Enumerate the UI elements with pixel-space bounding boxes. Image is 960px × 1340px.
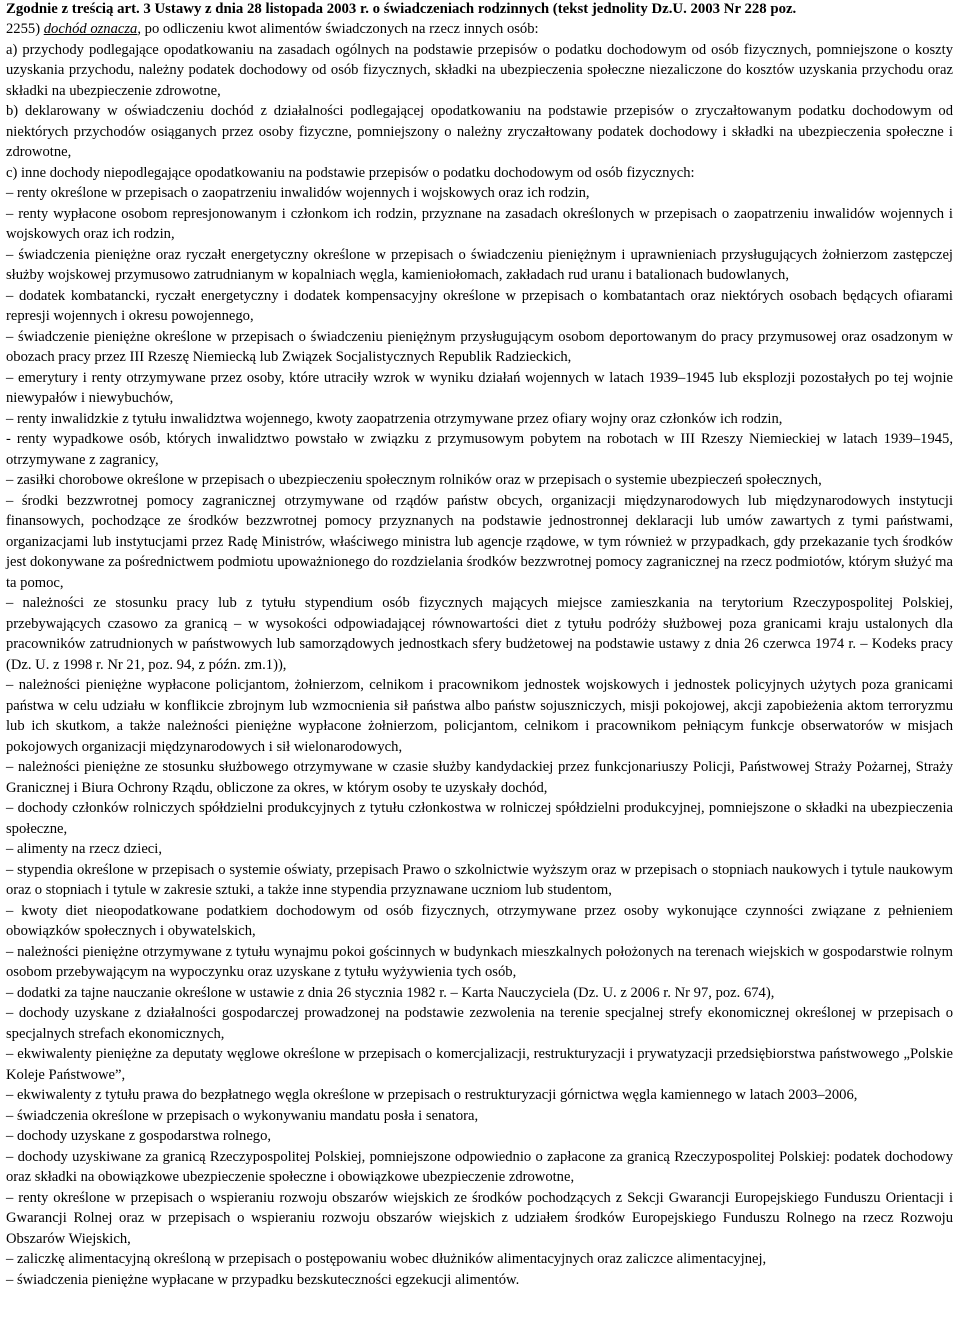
paragraph: – zasiłki chorobowe określone w przepisach o ubezpieczeniu społecznym rolników oraz w przepisach o systemie ubezpieczeń społecznych, — [6, 472, 822, 488]
paragraph: - renty wypadkowe osób, których inwalidztwo powstało w związku z przymusowym pobytem na robotach w III Rzeszy Niemieckiej w latach 1939–1945, otrzymywane z zagranicy, — [6, 431, 953, 468]
intro-prefix: 2255) — [6, 21, 41, 37]
paragraph: – ekwiwalenty z tytułu prawa do bezpłatnego węgla określone w przepisach o restrukturyzacji górnictwa węgla kamiennego w latach 2003–2006, — [6, 1087, 858, 1103]
paragraph: – środki bezzwrotnej pomocy zagranicznej otrzymywane od rządów państw obcych, organizacji międzynarodowych lub międzynarodowych instytucji finansowych, pochodzące ze środków bezzwrotnej pomocy przyznanych na podstawie jednostronnej deklaracji lub umów zawartych z tymi państwami, organizacjami lub instytucjami przez Radę Ministrów, właściwego ministra lub agencje rządowe, w tym również w przypadkach, gdy przekazanie tych środków jest dokonywane za pośrednictwem podmiotu upoważnionego do rozdzielania środków bezzwrotnej pomocy zagranicznej na rzecz podmiotów, którym służyć ma ta pomoc, — [6, 492, 953, 591]
paragraph: – renty określone w przepisach o wspieraniu rozwoju obszarów wiejskich ze środków pochodzących z Sekcji Gwarancji Europejskiego Funduszu Orientacji i Gwarancji Rolnej oraz w przepisach o wspieraniu rozwoju obszarów wiejskich z udziałem środków Europejskiego Funduszu Rolnego na rzecz Rozwoju Obszarów Wiejskich, — [6, 1189, 953, 1247]
paragraph: – renty inwalidzkie z tytułu inwalidztwa wojennego, kwoty zaopatrzenia otrzymywane przez ofiary wojny oraz członków ich rodzin, — [6, 410, 783, 427]
paragraph: – świadczenia określone w przepisach o wykonywaniu mandatu posła i senatora, — [6, 1107, 479, 1124]
document-title: Zgodnie z treścią art. 3 Ustawy z dnia 28 listopada 2003 r. o świadczeniach rodzinnych (tekst jednolity Dz.U. 2003 Nr 228 poz. — [6, 1, 797, 17]
paragraph: – dodatki za tajne nauczanie określone w ustawie z dnia 26 stycznia 1982 r. – Karta Nauczyciela (Dz. U. z 2006 r. Nr 97, poz. 674), — [6, 984, 775, 1001]
paragraph: – renty określone w przepisach o zaopatrzeniu inwalidów wojennych i wojskowych oraz ich rodzin, — [6, 185, 590, 201]
paragraph: – świadczenie pieniężne określone w przepisach o świadczeniu pieniężnym przysługującym osobom deportowanym do pracy przymusowej oraz osadzonym w obozach pracy przez III Rzeszę Niemiecką lub Związek Socjalistycznych Republik Radzieckich, — [6, 328, 953, 365]
paragraph: – dochody uzyskane z gospodarstwa rolnego, — [6, 1128, 272, 1144]
paragraph: – zaliczkę alimentacyjną określoną w przepisach o postępowaniu wobec dłużników alimentacyjnych oraz zaliczce alimentacyjnej, — [6, 1251, 767, 1267]
paragraph: a) przychody podlegające opodatkowaniu na zasadach ogólnych na podstawie przepisów o podatku dochodowym od osób fizycznych, pomniejszone o koszty uzyskania przychodu, należny podatek dochodowy od osób fizycznych, składki na ubezpieczenia społeczne niezaliczone do kosztów uzyskania przychodu oraz składki na ubezpieczenie zdrowotne, — [6, 41, 953, 99]
intro-rest: , po odliczeniu kwot alimentów świadczonych na rzecz innych osób: — [137, 21, 539, 37]
paragraph: – należności pieniężne wypłacone policjantom, żołnierzom, celnikom i pracownikom jednostek wojskowych i jednostek policyjnych użytych poza granicami państwa w celu udziału w konflikcie zbrojnym lub wzmocnienia sił państwa albo państw sojuszniczych, misji pokojowej, akcji zapobieżenia aktom terroryzmu lub ich skutkom, a także należności pieniężne wypłacone żołnierzom, policjantom, celnikom i pracownikom pełniącym funkcje obserwatorów w misjach pokojowych organizacji międzynarodowych i sił wielonarodowych, — [6, 677, 953, 755]
paragraph: – należności pieniężne ze stosunku służbowego otrzymywane w czasie służby kandydackiej przez funkcjonariuszy Policji, Państwowej Straży Pożarnej, Straży Granicznej i Biura Ochrony Rządu, obliczone za okres, w którym osoby te uzyskały dochód, — [6, 759, 953, 796]
paragraph: – dodatek kombatancki, ryczałt energetyczny i dodatek kompensacyjny określone w przepisach o kombatantach oraz niektórych osobach będących ofiarami represji wojennych i okresu powojennego, — [6, 287, 953, 324]
paragraph: – dochody członków rolniczych spółdzielni produkcyjnych z tytułu członkostwa w rolniczej spółdzielni produkcyjnej, pomniejszone o składki na ubezpieczenia społeczne, — [6, 800, 953, 837]
paragraph: – renty wypłacone osobom represjonowanym i członkom ich rodzin, przyznane na zasadach określonych w przepisach o zaopatrzeniu inwalidów wojennych i wojskowych oraz ich rodzin, — [6, 205, 953, 242]
paragraph: – emerytury i renty otrzymywane przez osoby, które utraciły wzrok w wyniku działań wojennych w latach 1939–1945 lub eksplozji pozostałych po tej wojnie niewypałów i niewybuchów, — [6, 369, 953, 406]
paragraph: – dochody uzyskiwane za granicą Rzeczypospolitej Polskiej, pomniejszone odpowiednio o zapłacone za granicą Rzeczypospolitej Polskiej: podatek dochodowy oraz składki na obowiązkowe ubezpieczenie społeczne i obowiązkowe ubezpieczenie zdrowotne, — [6, 1148, 953, 1185]
paragraph: – świadczenia pieniężne wypłacane w przypadku bezskuteczności egzekucji alimentów. — [6, 1271, 520, 1288]
paragraph: – należności pieniężne otrzymywane z tytułu wynajmu pokoi gościnnych w budynkach mieszkalnych położonych na terenach wiejskich w gospodarstwie rolnym osobom przebywającym na wypoczynku oraz uzyskane z tytułu wyżywienia tych osób, — [6, 943, 953, 980]
paragraph: – alimenty na rzecz dzieci, — [6, 841, 162, 857]
paragraph: – stypendia określone w przepisach o systemie oświaty, przepisach Prawo o szkolnictwie wyższym oraz w przepisach o stopniach naukowych i tytule naukowym oraz o stopniach i tytule w zakresie sztuki, a także inne stypendia przyznawane uczniom lub studentom, — [6, 861, 953, 898]
defined-term: dochód oznacza — [43, 21, 138, 37]
paragraph-list — [6, 40, 953, 1291]
definition-intro — [6, 19, 953, 40]
paragraph: – należności ze stosunku pracy lub z tytułu stypendium osób fizycznych mających miejsce zamieszkania na terytorium Rzeczypospolitej Polskiej, przebywających czasowo za granicą – w wysokości odpowiadającej równowartości diet z tytułu podróży służbowej poza granicami kraju ustalonych dla pracowników zatrudnionych w państwowych lub samorządowych jednostkach sfery budżetowej na podstawie ustawy z dnia 26 czerwca 1974 r. – Kodeks pracy (Dz. U. z 1998 r. Nr 21, poz. 94, z późn. zm.1)), — [6, 595, 953, 673]
paragraph: – kwoty diet nieopodatkowane podatkiem dochodowym od osób fizycznych, otrzymywane przez osoby wykonujące czynności związane z pełnieniem obowiązków społecznych i obywatelskich, — [6, 902, 953, 939]
paragraph: c) inne dochody niepodlegające opodatkowaniu na podstawie przepisów o podatku dochodowym od osób fizycznych: — [6, 164, 695, 181]
paragraph: – świadczenia pieniężne oraz ryczałt energetyczny określone w przepisach o świadczeniu pieniężnym i uprawnieniach przysługujących żołnierzom zastępczej służby wojskowej przymusowo zatrudnianym w kopalniach węgla, kamieniołomach, zakładach rud uranu i batalionach budowlanych, — [6, 246, 953, 283]
paragraph: – dochody uzyskane z działalności gospodarczej prowadzonej na podstawie zezwolenia na terenie specjalnej strefy ekonomicznej określonej w przepisach o specjalnych strefach ekonomicznych, — [6, 1005, 953, 1042]
paragraph: b) deklarowany w oświadczeniu dochód z działalności podlegającej opodatkowaniu na podstawie przepisów o zryczałtowanym podatku dochodowym od niektórych przychodów osiąganych przez osoby fizyczne, pomniejszony o należny zryczałtowany podatek dochodowy i składki na ubezpieczenia społeczne i zdrowotne, — [6, 103, 953, 160]
paragraph: – ekwiwalenty pieniężne za deputaty węglowe określone w przepisach o komercjalizacji, restrukturyzacji i prywatyzacji przedsiębiorstwa państwowego „Polskie Koleje Państwowe”, — [6, 1046, 953, 1083]
